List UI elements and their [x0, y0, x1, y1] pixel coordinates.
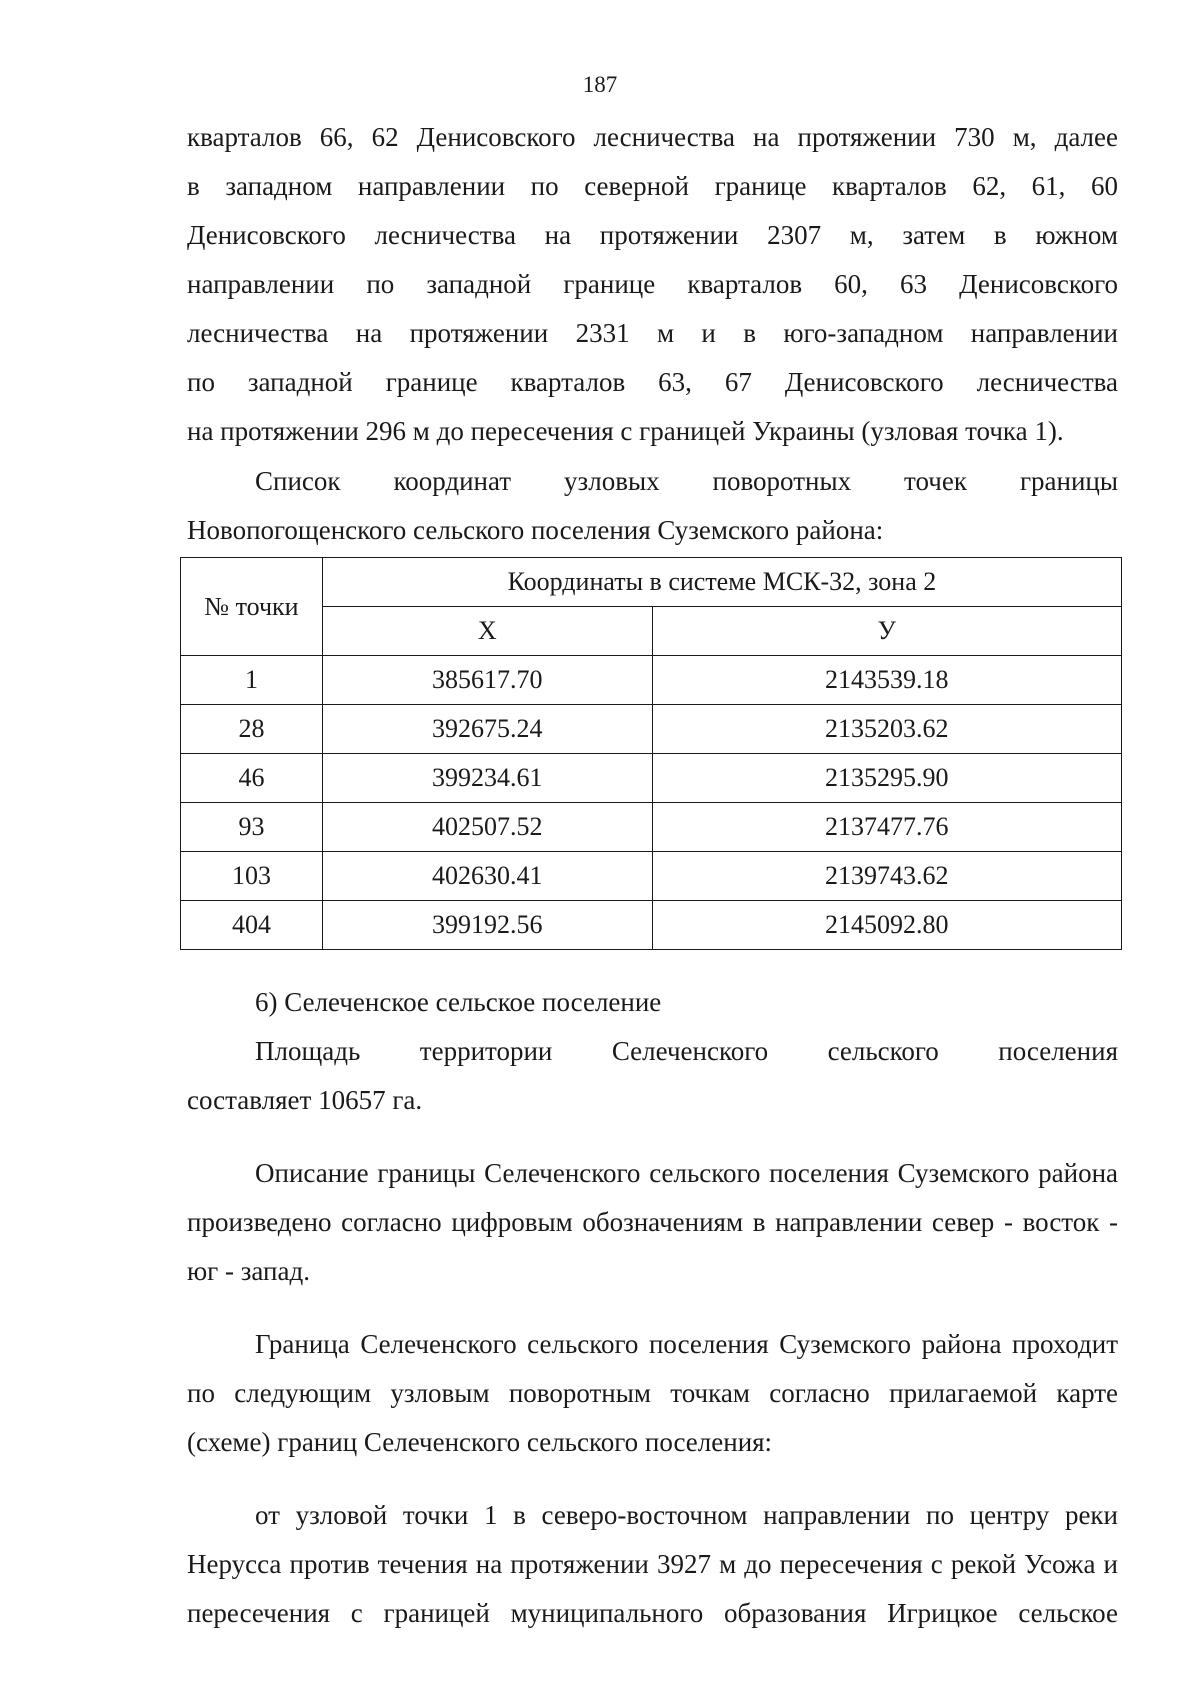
table-row — [181, 852, 1122, 901]
point-cell: 1 — [181, 656, 323, 705]
boundary-paragraph: Граница Селеченского сельского поселения Суземского района проходит по следующим узловым поворотным точкам согласно прилагаемой карте (схеме) границ Селеченского сельского поселения: — [187, 1329, 1118, 1457]
x-cell: 399192.56 — [322, 901, 652, 950]
intro-line: направлении по западной границе кварталов 60, 63 Денисовского — [187, 269, 1118, 299]
section-heading: 6) Селеченское сельское поселение — [255, 987, 662, 1017]
description-paragraph: Описание границы Селеченского сельского поселения Суземского района произведено согласно цифровым обозначениям в направлении север - восток - юг - запад. — [187, 1158, 1118, 1286]
table-row — [181, 656, 1122, 705]
point-cell: 404 — [181, 901, 323, 950]
point-cell: 103 — [181, 852, 323, 901]
intro-line: в западном направлении по северной границе кварталов 62, 61, 60 — [187, 171, 1118, 201]
page-number: 187 — [582, 72, 618, 97]
x-cell: 385617.70 — [322, 656, 652, 705]
area-line: составляет 10657 га. — [187, 1085, 423, 1115]
table-header-row — [181, 558, 1122, 607]
table-row — [181, 901, 1122, 950]
x-cell: 402630.41 — [322, 852, 652, 901]
point-cell: 46 — [181, 754, 323, 803]
y-header: У — [652, 607, 1121, 656]
intro-paragraph — [187, 113, 1118, 456]
y-cell: 2135295.90 — [652, 754, 1121, 803]
x-header: Х — [322, 607, 652, 656]
y-cell: 2143539.18 — [652, 656, 1121, 705]
selechenskoe-section — [187, 978, 1118, 1638]
route-paragraph: от узловой точки 1 в северо-восточном направлении по центру реки Нерусса против течения на протяжении 3927 м до пересечения с рекой Усожа и пересечения с границей муниципального образования Игрицкое сельское — [187, 1500, 1118, 1628]
x-cell: 392675.24 — [322, 705, 652, 754]
intro-line: кварталов 66, 62 Денисовского лесничества на протяжении 730 м, далее — [187, 122, 1118, 152]
intro-line: по западной границе кварталов 63, 67 Денисовского лесничества — [187, 367, 1118, 397]
point-cell: 28 — [181, 705, 323, 754]
y-cell: 2145092.80 — [652, 901, 1121, 950]
intro-line: лесничества на протяжении 2331 м и в юго-западном направлении — [187, 318, 1118, 348]
table-row — [181, 803, 1122, 852]
table-row — [181, 705, 1122, 754]
list-heading-line: Новопогощенского сельского поселения Суземского района: — [187, 515, 884, 545]
intro-line: на протяжении 296 м до пересечения с границей Украины (узловая точка 1). — [187, 416, 1064, 446]
x-cell: 402507.52 — [322, 803, 652, 852]
x-cell: 399234.61 — [322, 754, 652, 803]
list-heading-line: Список координат узловых поворотных точек границы — [255, 466, 1118, 496]
table-row — [181, 754, 1122, 803]
list-heading — [187, 457, 1118, 555]
intro-line: Денисовского лесничества на протяжении 2307 м, затем в южном — [187, 220, 1118, 250]
area-line: Площадь территории Селеченского сельского поселения — [255, 1036, 1118, 1066]
coordinates-system-header: Координаты в системе МСК-32, зона 2 — [322, 558, 1121, 607]
y-cell: 2137477.76 — [652, 803, 1121, 852]
y-cell: 2135203.62 — [652, 705, 1121, 754]
table-subheader-row — [181, 607, 1122, 656]
coordinates-table — [180, 557, 1122, 950]
y-cell: 2139743.62 — [652, 852, 1121, 901]
point-cell: 93 — [181, 803, 323, 852]
point-number-header: № точки — [181, 558, 323, 656]
